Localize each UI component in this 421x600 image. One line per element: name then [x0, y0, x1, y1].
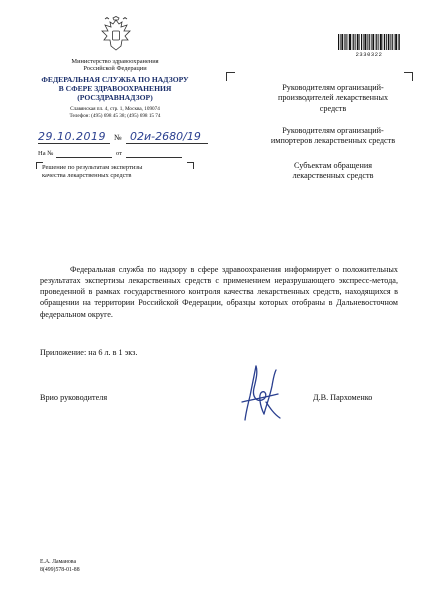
recipient-line: производителей лекарственных: [277, 93, 389, 103]
recipient-line: импортеров лекарственных средств: [270, 136, 396, 146]
barcode-number: 2330322: [355, 52, 383, 58]
coat-of-arms-icon: [96, 16, 136, 54]
registration-number: 02и-2680/19: [130, 130, 201, 143]
date-underline: [38, 143, 110, 144]
subject-line-2: качества лекарственных средств: [42, 172, 132, 180]
number-label: №: [114, 133, 122, 142]
barcode-icon: [338, 34, 400, 50]
number-underline: [126, 143, 208, 144]
executor-block: [40, 558, 80, 574]
service-line-2: В СФЕРЕ ЗДРАВООХРАНЕНИЯ: [58, 84, 172, 94]
service-line-3: (РОСЗДРАВНАДЗОР): [77, 93, 153, 103]
phone: Телефон: (495) 698 45 38; (495) 698 15 74: [69, 113, 161, 120]
service-name: [20, 75, 210, 102]
registration-line: [38, 130, 228, 148]
contacts: [20, 106, 210, 120]
recipient-importers: [260, 126, 406, 147]
recipient-line: средств: [319, 103, 347, 113]
reply-number-label: На №: [38, 150, 54, 157]
reply-number-underline: [56, 157, 112, 158]
recipient-subjects: [260, 161, 406, 182]
recipient-line: Руководителям организаций-: [282, 83, 384, 92]
reply-date-underline: [126, 157, 182, 158]
subject-corner-left: [36, 162, 43, 169]
recipient-line: лекарственных средств: [292, 171, 374, 181]
signatory-title: Врио руководителя: [40, 393, 108, 402]
reply-date-label: от: [116, 150, 123, 157]
executor-phone: 8(499)578-01-88: [40, 567, 80, 574]
executor-name: Е.А. Ламанова: [40, 559, 77, 565]
recipient-line: Руководителям организаций-: [282, 126, 384, 135]
ministry-line-1: Министерство здравоохранения: [71, 58, 159, 65]
service-line-1: ФЕДЕРАЛЬНАЯ СЛУЖБА ПО НАДЗОРУ: [41, 75, 189, 84]
reply-to-line: [38, 150, 228, 160]
body-paragraph: Федеральная служба по надзору в сфере здравоохранения информирует о положительных результатах экспертизы лекарственных средств с применением неразрушающего экспресс-метода, проведенной в рамках государственного контроля качества лекарственных средств, находящихся в обращении на территории Российской Федерации, образцы которых отобраны в Дальневосточном федеральном округе.: [40, 265, 398, 319]
signatory-name: Д.В. Пархоменко: [313, 393, 373, 402]
registration-date: 29.10.2019: [38, 130, 106, 143]
subject: [36, 164, 194, 181]
ministry-line-2: Российской Федерации: [83, 65, 147, 73]
recipient-manufacturers: [260, 83, 406, 114]
recipient-line: Субъектам обращения: [294, 161, 372, 170]
address-corner-left: [226, 72, 235, 81]
appendix-line: Приложение: на 6 л. в 1 экз.: [40, 348, 138, 357]
address-corner-right: [404, 72, 413, 81]
ministry-name: [20, 58, 210, 73]
subject-corner-right: [187, 162, 194, 169]
address: Славянская пл. 4, стр. 1, Москва, 109074: [70, 106, 160, 112]
handwritten-signature: [236, 362, 284, 424]
subject-line-1: Решение по результатам экспертизы: [42, 164, 143, 171]
